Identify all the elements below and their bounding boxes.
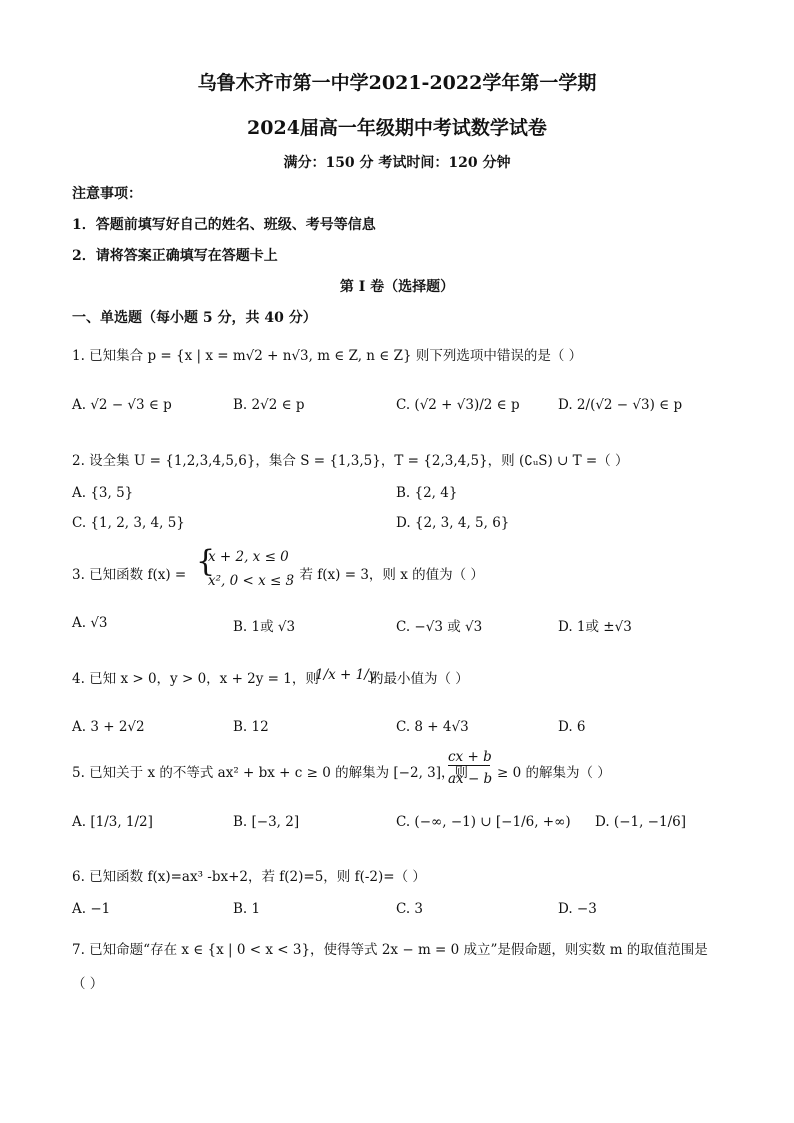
q3-option-a: A. √3 <box>72 615 108 631</box>
question-1-stem: 1. 已知集合 p = {x | x = m√2 + n√3, m ∈ Z, n ∈ Z} 则下列选项中错误的是（ ） <box>72 348 583 364</box>
q3-option-c: C. −√3 或 √3 <box>396 619 483 635</box>
section-title: 一、单选题（每小题 5 分，共 40 分） <box>72 310 317 326</box>
fraction-denominator: ax − b <box>448 771 493 787</box>
question-3-stem-a: 3. 已知函数 f(x) = <box>72 567 187 583</box>
q5-option-c: C. (−∞, −1) ∪ [−1/6, +∞) <box>396 814 571 830</box>
note-item: 1．答题前填写好自己的姓名、班级、考号等信息 <box>72 217 376 233</box>
question-3-stem-b: ，若 f(x) = 3，则 x 的值为（ ） <box>286 567 484 583</box>
question-7-stem: 7. 已知命题“存在 x ∈ {x | 0 < x < 3}，使得等式 2x − m = 0 成立”是假命题，则实数 m 的取值范围是 <box>72 942 708 958</box>
question-7-stem-cont: （ ） <box>72 976 104 992</box>
q6-option-c: C. 3 <box>396 901 424 917</box>
question-4-stem-a: 4. 已知 x > 0，y > 0，x + 2y = 1，则 <box>72 671 319 687</box>
part-title: 第 I 卷（选择题） <box>339 279 455 295</box>
q2-option-d: D. {2, 3, 4, 5, 6} <box>396 515 510 531</box>
q1-option-d: D. 2/(√2 − √3) ∈ p <box>558 397 683 413</box>
question-5-stem-b: ≥ 0 的解集为（ ） <box>497 765 611 781</box>
exam-title-line1: 乌鲁木齐市第一中学2021-2022学年第一学期 <box>197 72 597 94</box>
q6-option-d: D. −3 <box>558 901 597 917</box>
fraction-numerator: cx + b <box>448 749 492 765</box>
piecewise-case-2: x², 0 < x ≤ 3 <box>208 573 295 589</box>
q2-option-a: A. {3, 5} <box>72 485 134 501</box>
q5-option-b: B. [−3, 2] <box>233 814 300 830</box>
q2-option-b: B. {2, 4} <box>396 485 458 501</box>
note-item: 2．请将答案正确填写在答题卡上 <box>72 248 278 264</box>
q4-option-c: C. 8 + 4√3 <box>396 719 469 735</box>
question-2-stem: 2. 设全集 U = {1,2,3,4,5,6}，集合 S = {1,3,5}，T = {2,3,4,5}，则 (∁ᵤS) ∪ T =（ ） <box>72 453 629 469</box>
q2-option-c: C. {1, 2, 3, 4, 5} <box>72 515 185 531</box>
q4-option-d: D. 6 <box>558 719 586 735</box>
q4-option-b: B. 12 <box>233 719 269 735</box>
q5-option-d: D. (−1, −1/6] <box>595 814 686 830</box>
exam-subtitle: 满分：150 分 考试时间：120 分钟 <box>283 155 511 171</box>
q3-option-d: D. 1或 ±√3 <box>558 619 632 635</box>
notes-heading: 注意事项： <box>72 186 142 202</box>
q3-option-b: B. 1或 √3 <box>233 619 296 635</box>
left-brace: { <box>196 544 216 579</box>
q1-option-a: A. √2 − √3 ∈ p <box>72 397 172 413</box>
question-4-stem-b: 的最小值为（ ） <box>370 671 469 687</box>
exam-title-line2: 2024届高一年级期中考试数学试卷 <box>247 117 547 139</box>
q5-option-a: A. [1/3, 1/2] <box>72 814 153 830</box>
q1-option-b: B. 2√2 ∈ p <box>233 397 305 413</box>
q1-option-c: C. (√2 + √3)/2 ∈ p <box>396 397 520 413</box>
question-6-stem: 6. 已知函数 f(x)=ax³ -bx+2，若 f(2)=5，则 f(-2)=（ ） <box>72 869 426 885</box>
question-5-stem-a: 5. 已知关于 x 的不等式 ax² + bx + c ≥ 0 的解集为 [−2, 3]，则 <box>72 765 469 781</box>
q6-option-b: B. 1 <box>233 901 261 917</box>
q4-option-a: A. 3 + 2√2 <box>72 719 145 735</box>
piecewise-case-1: x + 2, x ≤ 0 <box>208 549 289 565</box>
q6-option-a: A. −1 <box>72 901 111 917</box>
fraction-expression: 1/x + 1/y <box>315 667 377 683</box>
